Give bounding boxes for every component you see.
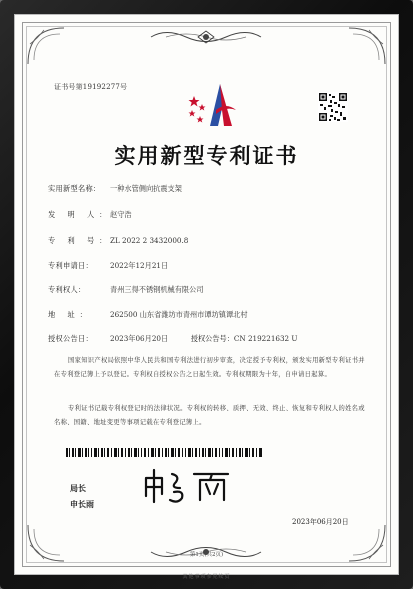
- corner-ornament-icon: [24, 519, 70, 565]
- field-address: [48, 310, 248, 320]
- grant-date-label: 授权公告日：: [48, 334, 93, 343]
- field-value: 2022年12月21日: [110, 261, 169, 270]
- field-value: ZL 2022 2 3432000.8: [110, 236, 189, 245]
- field-label: 发 明 人：: [48, 210, 112, 219]
- field-inventor: [48, 210, 132, 220]
- statement-paragraph-1: 国家知识产权局依照中华人民共和国专利法进行初步审查，决定授予专利权，颁发实用新型专利证书并在专利登记簿上予以登记。专利权自授权公告之日起生效。专利权期限为十年，自申请日起算。: [54, 357, 365, 378]
- issue-date: 2023年06月20日: [292, 518, 349, 526]
- qr-code-icon: [318, 92, 348, 122]
- certificate-number: 证书号第19192277号: [54, 83, 128, 91]
- cnipa-emblem-icon: [180, 80, 240, 130]
- grant-date-value: 2023年06月20日: [110, 334, 169, 343]
- director-block: [70, 480, 94, 512]
- field-utility-model-name: [48, 184, 182, 194]
- certificate-title: 实用新型专利证书: [114, 143, 299, 168]
- field-value: 青州三得不锈钢机械有限公司: [110, 285, 204, 294]
- field-patentee: [48, 285, 203, 295]
- corner-ornament-icon: [24, 24, 70, 70]
- grant-row: [48, 334, 297, 344]
- top-ornament-icon: [146, 28, 266, 46]
- corner-ornament-icon: [343, 24, 389, 70]
- field-patent-number: [48, 236, 188, 246]
- publication-number-value: CN 219221632 U: [233, 334, 298, 343]
- field-label: 地 址：: [48, 310, 92, 319]
- barcode-icon: [66, 448, 262, 457]
- director-signature-icon: [140, 466, 236, 506]
- certificate-paper: [14, 14, 399, 580]
- field-value: 262500 山东省潍坊市青州市谭坊镇谭北村: [110, 310, 248, 319]
- publication-number-label: 授权公告号：: [190, 334, 234, 343]
- field-application-date: [48, 261, 168, 271]
- field-label: 专利权人：: [48, 285, 86, 294]
- field-value: 一种水管侧向抗震支架: [110, 184, 182, 193]
- statement-paragraph-2: 专利证书记载专利权登记时的法律状况。专利权的转移、质押、无效、终止、恢复和专利权人的姓名或名称、国籍、地址变更等事项记载在专利登记簿上。: [54, 405, 365, 426]
- page-number: 第1页(共2页): [189, 552, 224, 558]
- field-label: 实用新型名称：: [48, 184, 101, 193]
- field-value: 赵守浩: [110, 210, 132, 219]
- corner-ornament-icon: [343, 519, 389, 565]
- footer-note: 其他事项参见续页: [182, 574, 231, 580]
- field-label: 专 利 号：: [48, 236, 112, 245]
- director-name: 申长雨: [70, 499, 94, 509]
- field-label: 专利申请日：: [48, 261, 93, 270]
- director-label: 局长: [70, 483, 86, 493]
